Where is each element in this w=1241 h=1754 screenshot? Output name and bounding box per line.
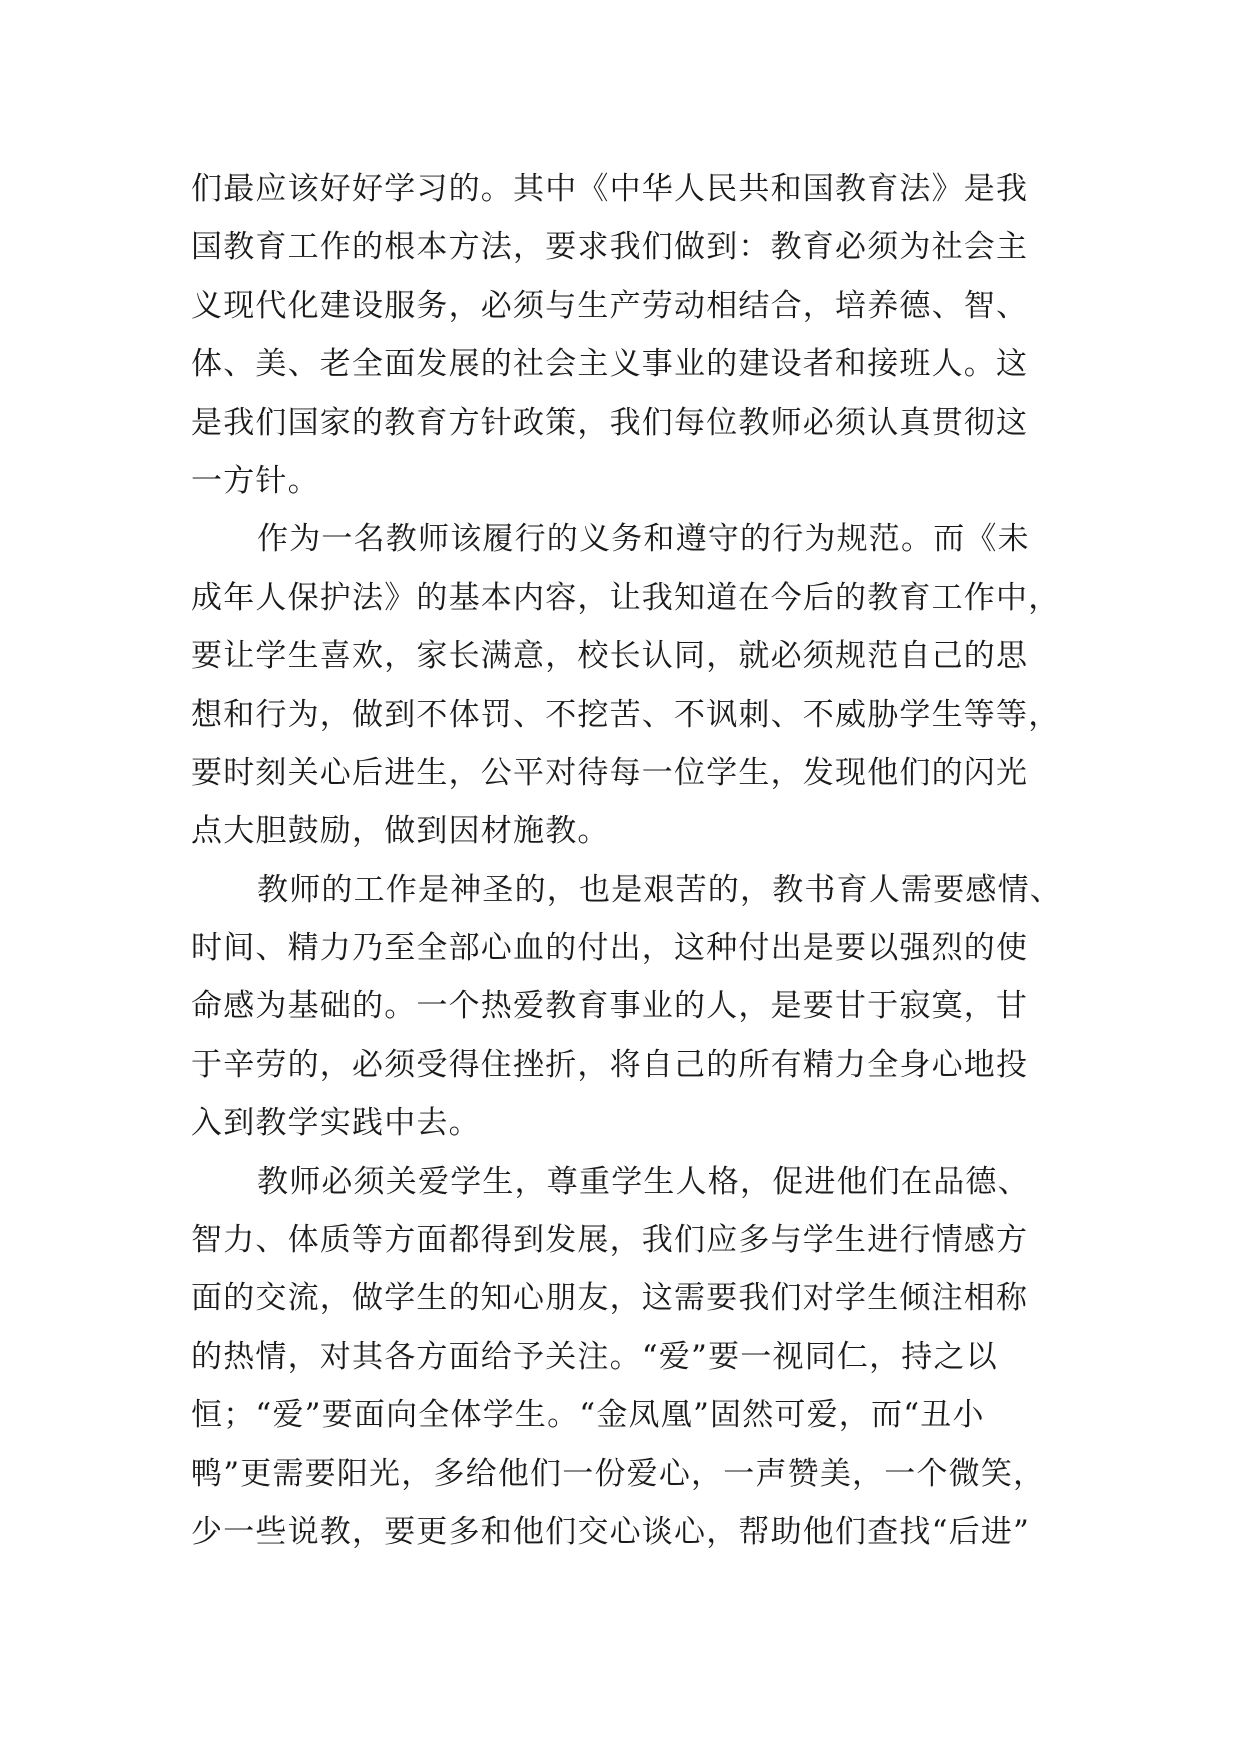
text-line: 少一些说教，要更多和他们交心谈心，帮助他们查找“后进” (191, 1513, 1031, 1550)
text-line: 面的交流，做学生的知心朋友，这需要我们对学生倾注相称 (191, 1280, 1029, 1317)
text-line: 义现代化建设服务，必须与生产劳动相结合，培养德、智、 (191, 287, 1029, 324)
paragraph-first-line: 教师必须关爱学生，尊重学生人格，促进他们在品德、 (257, 1163, 1030, 1200)
text-line: 智力、体质等方面都得到发展，我们应多与学生进行情感方 (191, 1222, 1029, 1259)
text-line: 是我们国家的教育方针政策，我们每位教师必须认真贯彻这 (191, 404, 1029, 441)
body-text (191, 160, 1081, 1561)
text-line: 体、美、老全面发展的社会主义事业的建设者和接班人。这 (191, 346, 1029, 383)
text-line: 恒；“爱”要面向全体学生。“金凤凰”固然可爱，而“丑小 (191, 1397, 985, 1434)
text-line: 要时刻关心后进生，公平对待每一位学生，发现他们的闪光 (191, 754, 1029, 791)
text-line: 命感为基础的。一个热爱教育事业的人，是要甘于寂寞，甘 (191, 988, 1029, 1025)
text-line: 要让学生喜欢，家长满意，校长认同，就必须规范自己的思 (191, 638, 1029, 675)
text-line: 于辛劳的，必须受得住挫折，将自己的所有精力全身心地投 (191, 1046, 1029, 1083)
paragraph-first-line: 教师的工作是神圣的，也是艰苦的，教书育人需要感情、 (257, 871, 1062, 908)
paragraph-first-line: 作为一名教师该履行的义务和遵守的行为规范。而《未 (257, 521, 1030, 558)
text-line: 一方针。 (191, 462, 320, 499)
text-line: 国教育工作的根本方法，要求我们做到：教育必须为社会主 (191, 229, 1029, 266)
text-line: 点大胆鼓励，做到因材施教。 (191, 813, 610, 850)
text-line: 鸭”更需要阳光，多给他们一份爱心，一声赞美，一个微笑， (191, 1455, 1046, 1492)
text-line: 的热情，对其各方面给予关注。“爱”要一视同仁，持之以 (191, 1338, 998, 1375)
text-line: 成年人保护法》的基本内容，让我知道在今后的教育工作中， (191, 579, 1061, 616)
text-line: 时间、精力乃至全部心血的付出，这种付出是要以强烈的使 (191, 930, 1029, 967)
text-line: 入到教学实践中去。 (191, 1105, 481, 1142)
text-line: 想和行为，做到不体罚、不挖苦、不讽刺、不威胁学生等等， (191, 696, 1061, 733)
text-line: 们最应该好好学习的。其中《中华人民共和国教育法》是我 (191, 171, 1029, 207)
